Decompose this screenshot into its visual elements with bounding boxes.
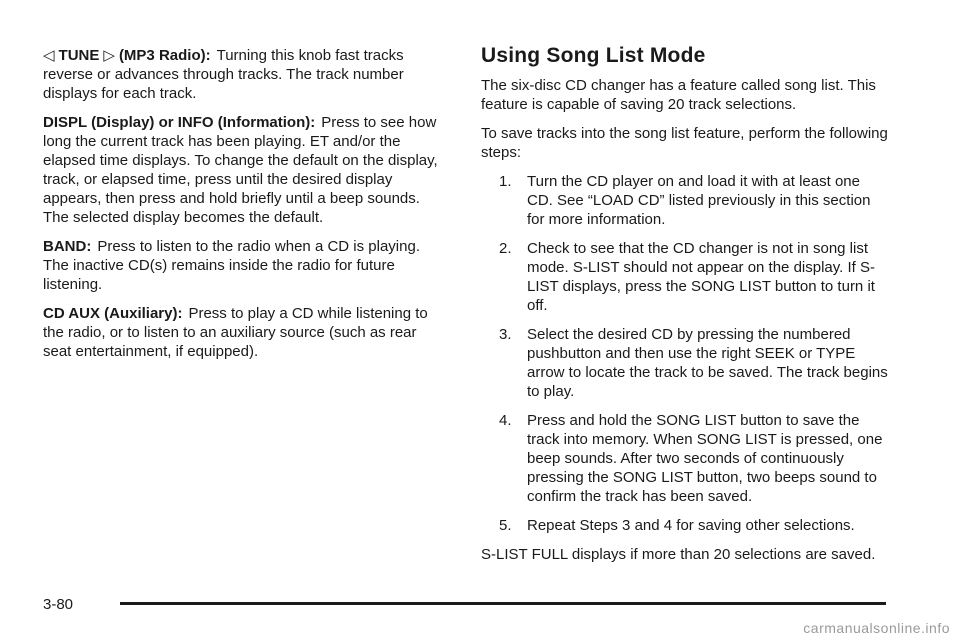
displ-term: DISPL (Display) or INFO (Information): — [43, 114, 316, 131]
step-number: 1. — [499, 173, 512, 190]
intro-paragraph: The six-disc CD changer has a feature called song list. This feature is capable of saving 20 track selections. — [481, 77, 876, 113]
step-text: Repeat Steps 3 and 4 for saving other selections. — [527, 517, 855, 534]
tune-paragraph — [43, 46, 443, 103]
step-number: 2. — [499, 240, 512, 257]
lead-paragraph: To save tracks into the song list feature, perform the following steps: — [481, 125, 888, 161]
displ-text: Press to see how long the current track has been playing. ET and/or the elapsed time displays. To change the default on the display, track, or elapsed time, press until the desired display appears, then press and hold briefly until a beep sounds. The selected display becomes the default. — [43, 114, 438, 226]
cd-aux-text: Press to play a CD while listening to the radio, or to listen to an auxiliary source (such as rear seat entertainment, if equipped). — [43, 305, 428, 360]
tune-suffix: (MP3 Radio): — [118, 47, 211, 64]
section-title: Using Song List Mode — [481, 44, 706, 67]
list-item — [481, 239, 889, 315]
band-term: BAND: — [43, 238, 92, 255]
band-text: Press to listen to the radio when a CD is playing. The inactive CD(s) remains inside the radio for future listening. — [43, 238, 420, 293]
step-text: Select the desired CD by pressing the numbered pushbutton and then use the right SEEK or TYPE arrow to locate the track to be saved. The track begins to play. — [527, 326, 888, 400]
step-text: Check to see that the CD changer is not in song list mode. S-LIST should not appear on the display. If S-LIST displays, press the SONG LIST button to turn it off. — [527, 240, 875, 314]
list-item — [481, 516, 889, 535]
page-number: 3-80 — [43, 596, 74, 613]
displ-paragraph — [43, 113, 443, 227]
list-item — [481, 411, 889, 506]
step-text: Press and hold the SONG LIST button to save the track into memory. When SONG LIST is pressed, one beep sounds. After two seconds of continuously pressing the SONG LIST button, two beeps sound to confirm the track has been saved. — [527, 412, 883, 505]
tune-left-arrow-icon: ◁ — [43, 47, 55, 64]
step-number: 3. — [499, 326, 512, 343]
step-number: 4. — [499, 412, 512, 429]
right-column — [481, 44, 889, 574]
closing-paragraph: S-LIST FULL displays if more than 20 selections are saved. — [481, 546, 876, 563]
list-item — [481, 172, 889, 229]
step-number: 5. — [499, 517, 512, 534]
tune-label: TUNE — [58, 47, 100, 64]
band-paragraph — [43, 237, 443, 294]
list-item — [481, 325, 889, 401]
cd-aux-paragraph — [43, 304, 443, 361]
footer-divider — [120, 602, 886, 605]
cd-aux-term: CD AUX (Auxiliary): — [43, 305, 183, 322]
watermark: carmanualsonline.info — [803, 620, 950, 636]
tune-text: Turning this knob fast tracks reverse or advances through tracks. The track number displays for each track. — [43, 47, 404, 102]
tune-right-arrow-icon: ▷ — [103, 47, 115, 64]
step-text: Turn the CD player on and load it with at least one CD. See “LOAD CD” listed previously in this section for more information. — [527, 173, 871, 228]
left-column — [43, 46, 443, 371]
steps-list — [481, 172, 889, 535]
